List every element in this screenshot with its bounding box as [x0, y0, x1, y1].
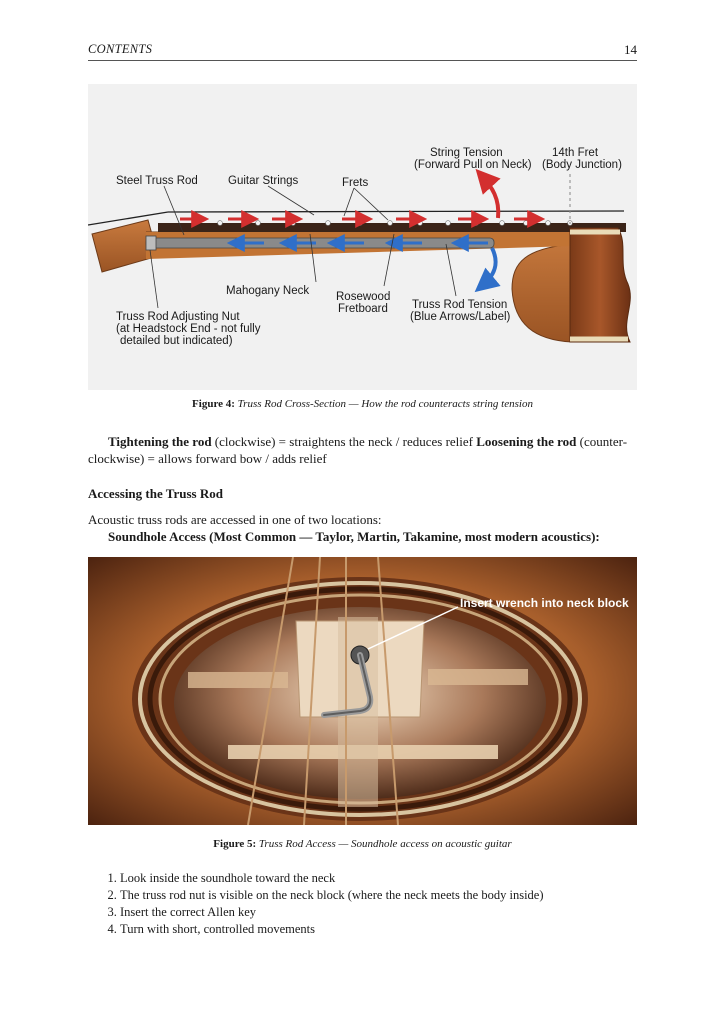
label-adjusting-nut: Truss Rod Adjusting Nut — [116, 311, 240, 323]
list-item: 3. Insert the correct Allen key — [120, 904, 680, 921]
page-header — [88, 42, 637, 61]
label-truss-rod-tension: Truss Rod Tension — [412, 299, 508, 311]
figure-4-caption-label: Figure 4: — [192, 398, 235, 410]
figure-5-caption — [88, 838, 637, 850]
label-string-tension-sub: (Forward Pull on Neck) — [414, 159, 532, 171]
list-item: 1. Look inside the soundhole toward the neck — [120, 870, 680, 887]
access-steps-list — [88, 870, 680, 938]
label-14th-fret: 14th Fret — [552, 147, 599, 159]
running-header-title: CONTENTS — [88, 42, 153, 56]
label-steel-truss-rod: Steel Truss Rod — [116, 175, 198, 187]
loosening-text: (counter-clockwise) = allows forward bow / adds relief — [88, 434, 628, 466]
label-guitar-strings: Guitar Strings — [228, 175, 299, 187]
soundhole-bold: Soundhole Access — [108, 529, 206, 544]
tightening-bold: Tightening the rod — [108, 434, 212, 449]
label-14th-fret-sub: (Body Junction) — [542, 159, 622, 171]
figure-4-caption-text: Truss Rod Cross-Section — How the rod counteracts string tension — [237, 398, 533, 410]
soundhole-heading — [88, 528, 637, 545]
tightening-paragraph — [88, 433, 637, 467]
label-string-tension: String Tension — [430, 147, 503, 159]
page-number: 14 — [624, 42, 637, 57]
label-truss-rod-tension-sub: (Blue Arrows/Label) — [410, 311, 511, 323]
label-fretboard: Fretboard — [338, 303, 388, 315]
label-rosewood: Rosewood — [336, 291, 391, 303]
section-heading: Accessing the Truss Rod — [88, 486, 223, 501]
loosening-bold: Loosening the rod — [476, 434, 577, 449]
list-item: 2. The truss rod nut is visible on the neck block (where the neck meets the body inside) — [120, 887, 680, 904]
label-adjusting-nut-sub1: (at Headstock End - not fully — [116, 323, 261, 335]
figure-4-diagram — [88, 84, 637, 390]
soundhole-paren: (Most Common — Taylor, Martin, Takamine, most modern acoustics): — [205, 529, 600, 544]
label-frets: Frets — [342, 177, 369, 189]
tightening-text: (clockwise) = straightens the neck / reduces relief — [211, 434, 477, 449]
access-intro: Acoustic truss rods are accessed in one of two locations: — [88, 512, 382, 527]
figure-5-callout: Insert wrench into neck block — [460, 596, 629, 610]
soundhole-illustration — [88, 557, 637, 825]
figure-5-caption-text: Truss Rod Access — Soundhole access on acoustic guitar — [258, 838, 512, 850]
figure-4-caption — [88, 398, 637, 410]
figure-5-photo — [88, 557, 637, 825]
truss-rod-cross-section — [88, 84, 637, 390]
label-adjusting-nut-sub2: detailed but indicated) — [120, 335, 233, 347]
figure-5-caption-label: Figure 5: — [213, 838, 257, 850]
list-item: 4. Turn with short, controlled movements — [120, 921, 680, 938]
label-mahogany-neck: Mahogany Neck — [226, 285, 310, 297]
